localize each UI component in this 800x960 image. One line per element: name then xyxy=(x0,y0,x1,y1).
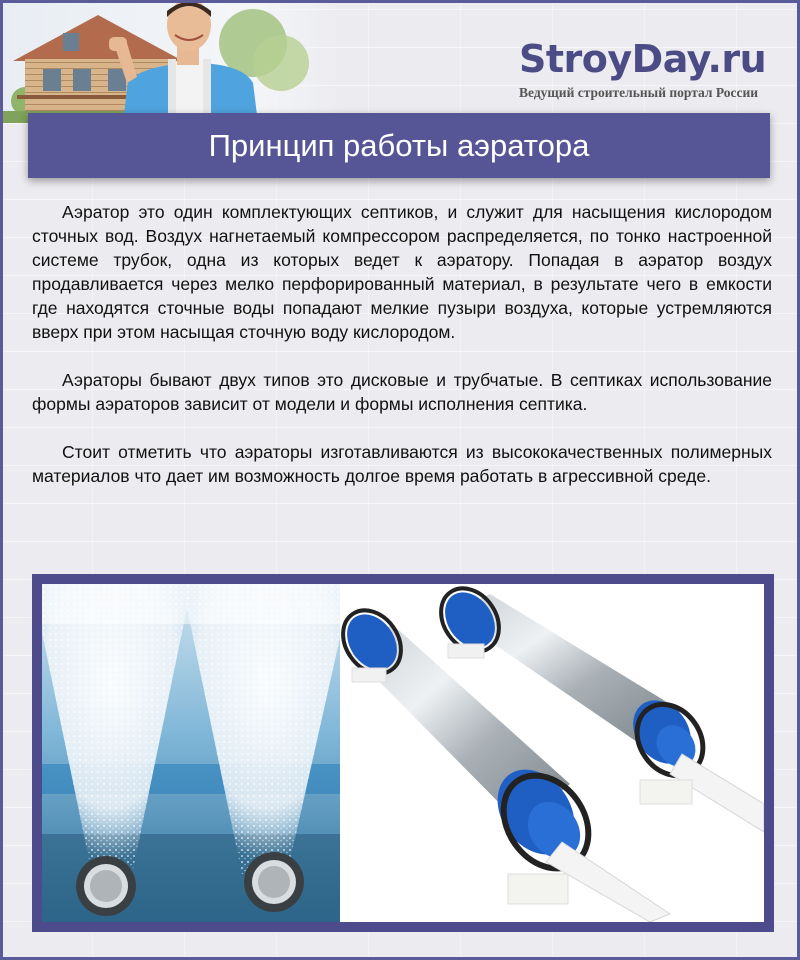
site-logo[interactable]: StroyDay.ru xyxy=(519,37,767,81)
title-banner xyxy=(28,113,770,178)
article-paragraph-2: Аэраторы бывают двух типов это дисковые и трубчатые. В септиках использование формы аэраторов зависит от модели и формы исполнения септика. xyxy=(32,370,772,414)
header-illustration xyxy=(3,3,343,123)
article-paragraph-3: Стоит отметить что аэраторы изготавливаются из высококачественных полимерных материалов что дает им возможность долгое время работать в агрессивной среде. xyxy=(32,442,772,486)
photo-inner xyxy=(42,584,764,922)
photo-panel xyxy=(32,574,774,932)
site-tagline: Ведущий строительный портал России xyxy=(519,85,759,100)
bubbles-photo xyxy=(42,584,340,922)
page-title: Принцип работы аэратора xyxy=(208,127,590,163)
aerator-pipe-left xyxy=(76,856,136,916)
site-header xyxy=(3,3,797,123)
tubular-aerators-photo xyxy=(340,584,764,922)
article-paragraph-1: Аэратор это один комплектующих септиков, и служит для насыщения кислородом сточных вод. Воздух нагнетаемый компрессором распределяется, по тонко настроенной системе трубок, одна из которых ведет к аэратору. Попадая в аэратор воздух продавливается через мелко перфорированный материал, в результате чего в емкости где находятся сточные воды попадают мелкие пузыри воздуха, которые устремляются вверх при этом насыщая сточную воду кислородом. xyxy=(32,202,772,342)
article-body xyxy=(32,200,772,512)
aerator-pipe-right xyxy=(244,852,304,912)
